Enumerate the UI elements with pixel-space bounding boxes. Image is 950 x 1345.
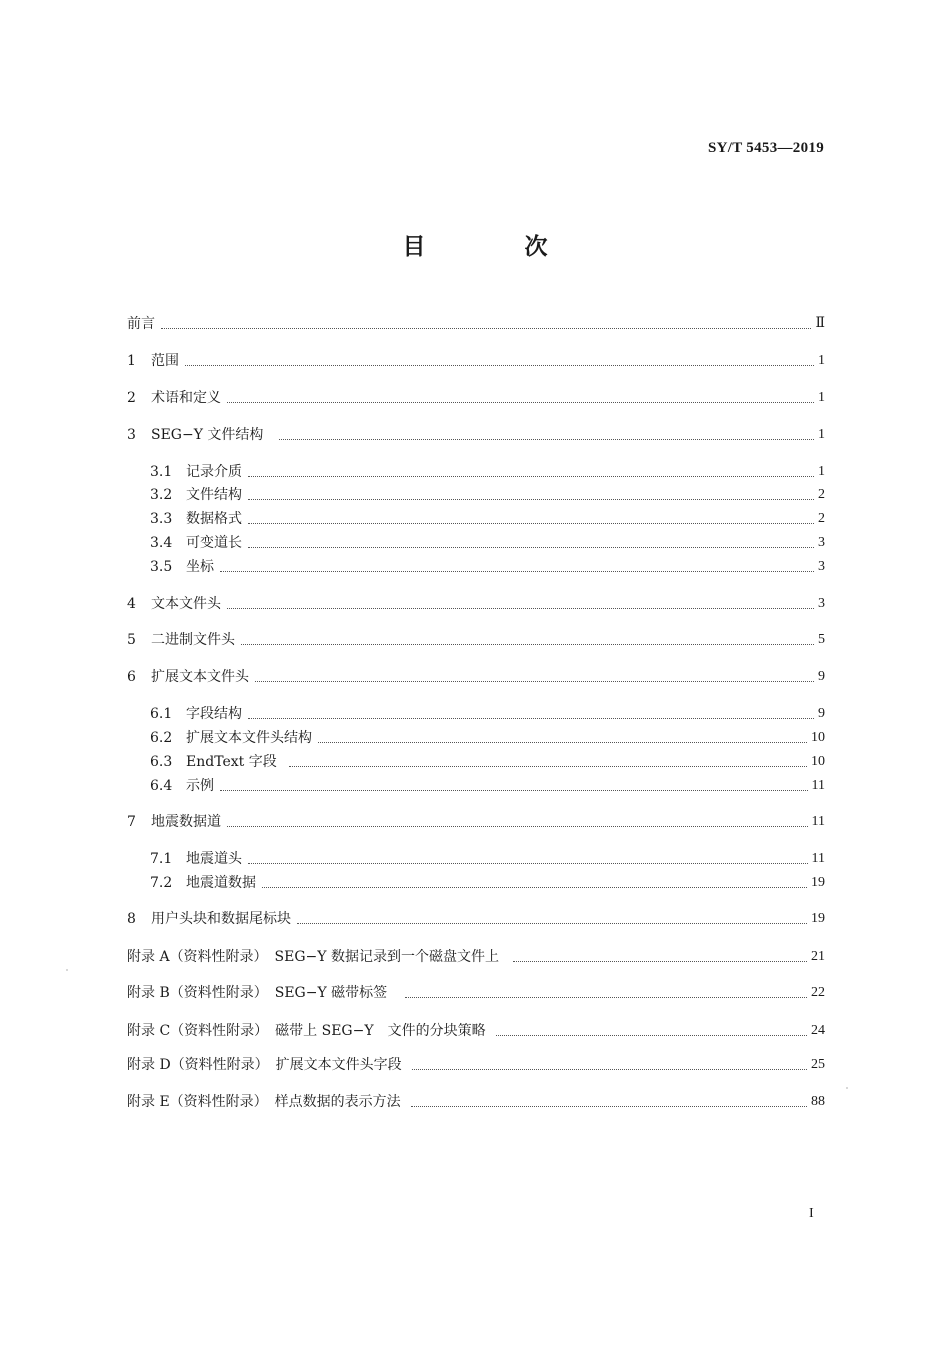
toc-number: 7.2 (150, 875, 173, 891)
toc-number: 3.4 (150, 535, 173, 551)
toc-entry-6-2[interactable] (150, 728, 825, 748)
toc-page: 11 (811, 851, 825, 866)
toc-entry-6-1[interactable] (150, 704, 825, 724)
toc-label: 范围 (151, 353, 179, 369)
toc-page: 9 (818, 706, 825, 721)
leader-dots (255, 680, 814, 682)
toc-number: 附录 C (127, 1023, 171, 1039)
leader-dots (513, 960, 807, 962)
leader-dots (289, 765, 807, 767)
leader-dots (185, 364, 814, 366)
toc-number: 8 (127, 911, 136, 927)
toc-number: 附录 E (127, 1094, 170, 1110)
leader-dots (248, 498, 814, 500)
toc-label: 术语和定义 (151, 390, 221, 406)
leader-dots (248, 862, 808, 864)
toc-label: 用户头块和数据尾标块 (151, 911, 291, 927)
toc-page: 2 (818, 511, 825, 526)
toc-page: 3 (818, 596, 825, 611)
toc-page: 5 (818, 632, 825, 647)
toc-page: 9 (818, 669, 825, 684)
toc-entry-7[interactable] (127, 812, 825, 832)
toc-page: 21 (811, 949, 825, 964)
toc-number: 6.2 (150, 730, 173, 746)
toc-number: 附录 A (127, 949, 170, 965)
toc-number: 3.1 (150, 464, 173, 480)
toc-page: 2 (818, 487, 825, 502)
toc-number: 3.5 (150, 559, 173, 575)
toc-page: 11 (811, 814, 825, 829)
scan-speck (66, 969, 68, 971)
toc-entry-8[interactable] (127, 909, 825, 929)
scan-speck (846, 1087, 848, 1089)
toc-page: 24 (811, 1023, 825, 1038)
toc-page: 1 (818, 464, 825, 479)
toc-entry-3[interactable] (127, 425, 825, 445)
leader-dots (248, 546, 814, 548)
toc-entry-3-5[interactable] (150, 557, 825, 577)
toc-number: 4 (127, 596, 136, 612)
toc-number: 附录 B (127, 985, 170, 1001)
toc-label: （资料性附录） 磁带上 SEG−Y 文件的分块策略 (170, 1023, 486, 1039)
toc-entry-3-2[interactable] (150, 485, 825, 505)
leader-dots (248, 475, 814, 477)
toc-label: 地震道头 (186, 851, 242, 867)
leader-dots (220, 789, 808, 791)
toc-entry-4[interactable] (127, 594, 825, 614)
toc-page: 1 (818, 427, 825, 442)
leader-dots (262, 886, 807, 888)
toc-entry-6-3[interactable] (150, 752, 825, 772)
toc-number: 6.4 (150, 778, 173, 794)
leader-dots (227, 825, 808, 827)
leader-dots (405, 996, 807, 998)
toc-number: 7 (127, 814, 136, 830)
toc-label: （资料性附录） SEG−Y 数据记录到一个磁盘文件上 (169, 949, 499, 965)
toc-entry-appendix-a[interactable] (127, 947, 825, 967)
toc-number: 1 (127, 353, 136, 369)
toc-page: Ⅱ (815, 316, 825, 331)
leader-dots (297, 922, 807, 924)
leader-dots (248, 717, 814, 719)
leader-dots (411, 1105, 807, 1107)
toc-entry-5[interactable] (127, 630, 825, 650)
standard-code: SY/T 5453—2019 (707, 140, 824, 156)
page-title: 目 次 (402, 233, 586, 260)
toc-number: 2 (127, 390, 136, 406)
toc-page: 1 (818, 353, 825, 368)
toc-page: 3 (818, 559, 825, 574)
toc-number: 6.3 (150, 754, 173, 770)
toc-entry-3-1[interactable] (150, 462, 825, 482)
leader-dots (412, 1068, 807, 1070)
toc-label: 地震道数据 (186, 875, 256, 891)
toc-page: 10 (811, 730, 825, 745)
toc-label: 记录介质 (186, 464, 242, 480)
leader-dots (227, 401, 814, 403)
footer-page-number: I (809, 1206, 814, 1221)
toc-entry-1[interactable] (127, 351, 825, 371)
toc-label: 文本文件头 (151, 596, 221, 612)
toc-entry-6-4[interactable] (150, 776, 825, 796)
toc-page: 11 (811, 778, 825, 793)
toc-entry-appendix-c[interactable] (127, 1021, 825, 1041)
toc-page: 3 (818, 535, 825, 550)
toc-label: （资料性附录） 扩展文本文件头字段 (170, 1057, 402, 1073)
toc-page: 1 (818, 390, 825, 405)
toc-page: 25 (811, 1057, 825, 1072)
toc-label: 可变道长 (186, 535, 242, 551)
toc-entry-appendix-b[interactable] (127, 983, 825, 1003)
toc-entry-3-4[interactable] (150, 533, 825, 553)
toc-label: 二进制文件头 (151, 632, 235, 648)
leader-dots (161, 327, 811, 329)
toc-number: 7.1 (150, 851, 173, 867)
toc-label: 数据格式 (186, 511, 242, 527)
leader-dots (220, 570, 814, 572)
toc-entry-3-3[interactable] (150, 509, 825, 529)
leader-dots (318, 741, 807, 743)
toc-entry-appendix-d[interactable] (127, 1055, 825, 1075)
toc-label: 扩展文本文件头 (151, 669, 249, 685)
leader-dots (279, 438, 814, 440)
toc-label: 地震数据道 (151, 814, 221, 830)
toc-label: 坐标 (186, 559, 214, 575)
toc-label: 字段结构 (186, 706, 242, 722)
toc-page: 22 (811, 985, 825, 1000)
toc-label: 扩展文本文件头结构 (186, 730, 312, 746)
toc-page: 19 (811, 911, 825, 926)
toc-label: （资料性附录） SEG−Y 磁带标签 (169, 985, 388, 1001)
toc-number: 附录 D (127, 1057, 171, 1073)
toc-number: 3 (127, 427, 136, 443)
toc-number: 3.2 (150, 487, 173, 503)
toc-number: 3.3 (150, 511, 173, 527)
toc-entry-6[interactable] (127, 667, 825, 687)
toc-number: 5 (127, 632, 136, 648)
toc-page: 88 (811, 1094, 825, 1109)
toc-page: 19 (811, 875, 825, 890)
toc-number: 6 (127, 669, 136, 685)
leader-dots (248, 522, 814, 524)
toc-page: 10 (811, 754, 825, 769)
toc-label: EndText 字段 (186, 754, 277, 770)
toc-entry-7-1[interactable] (150, 849, 825, 869)
toc-entry-appendix-e[interactable] (127, 1092, 825, 1112)
leader-dots (496, 1034, 807, 1036)
toc-number: 6.1 (150, 706, 173, 722)
toc-entry-preface[interactable] (127, 314, 825, 334)
toc-label: 文件结构 (186, 487, 242, 503)
toc-entry-2[interactable] (127, 388, 825, 408)
toc-label: （资料性附录） 样点数据的表示方法 (169, 1094, 401, 1110)
toc-entry-7-2[interactable] (150, 873, 825, 893)
toc-label: SEG−Y 文件结构 (151, 427, 264, 443)
leader-dots (241, 643, 814, 645)
toc-label: 前言 (127, 316, 155, 332)
leader-dots (227, 607, 814, 609)
toc-label: 示例 (186, 778, 214, 794)
